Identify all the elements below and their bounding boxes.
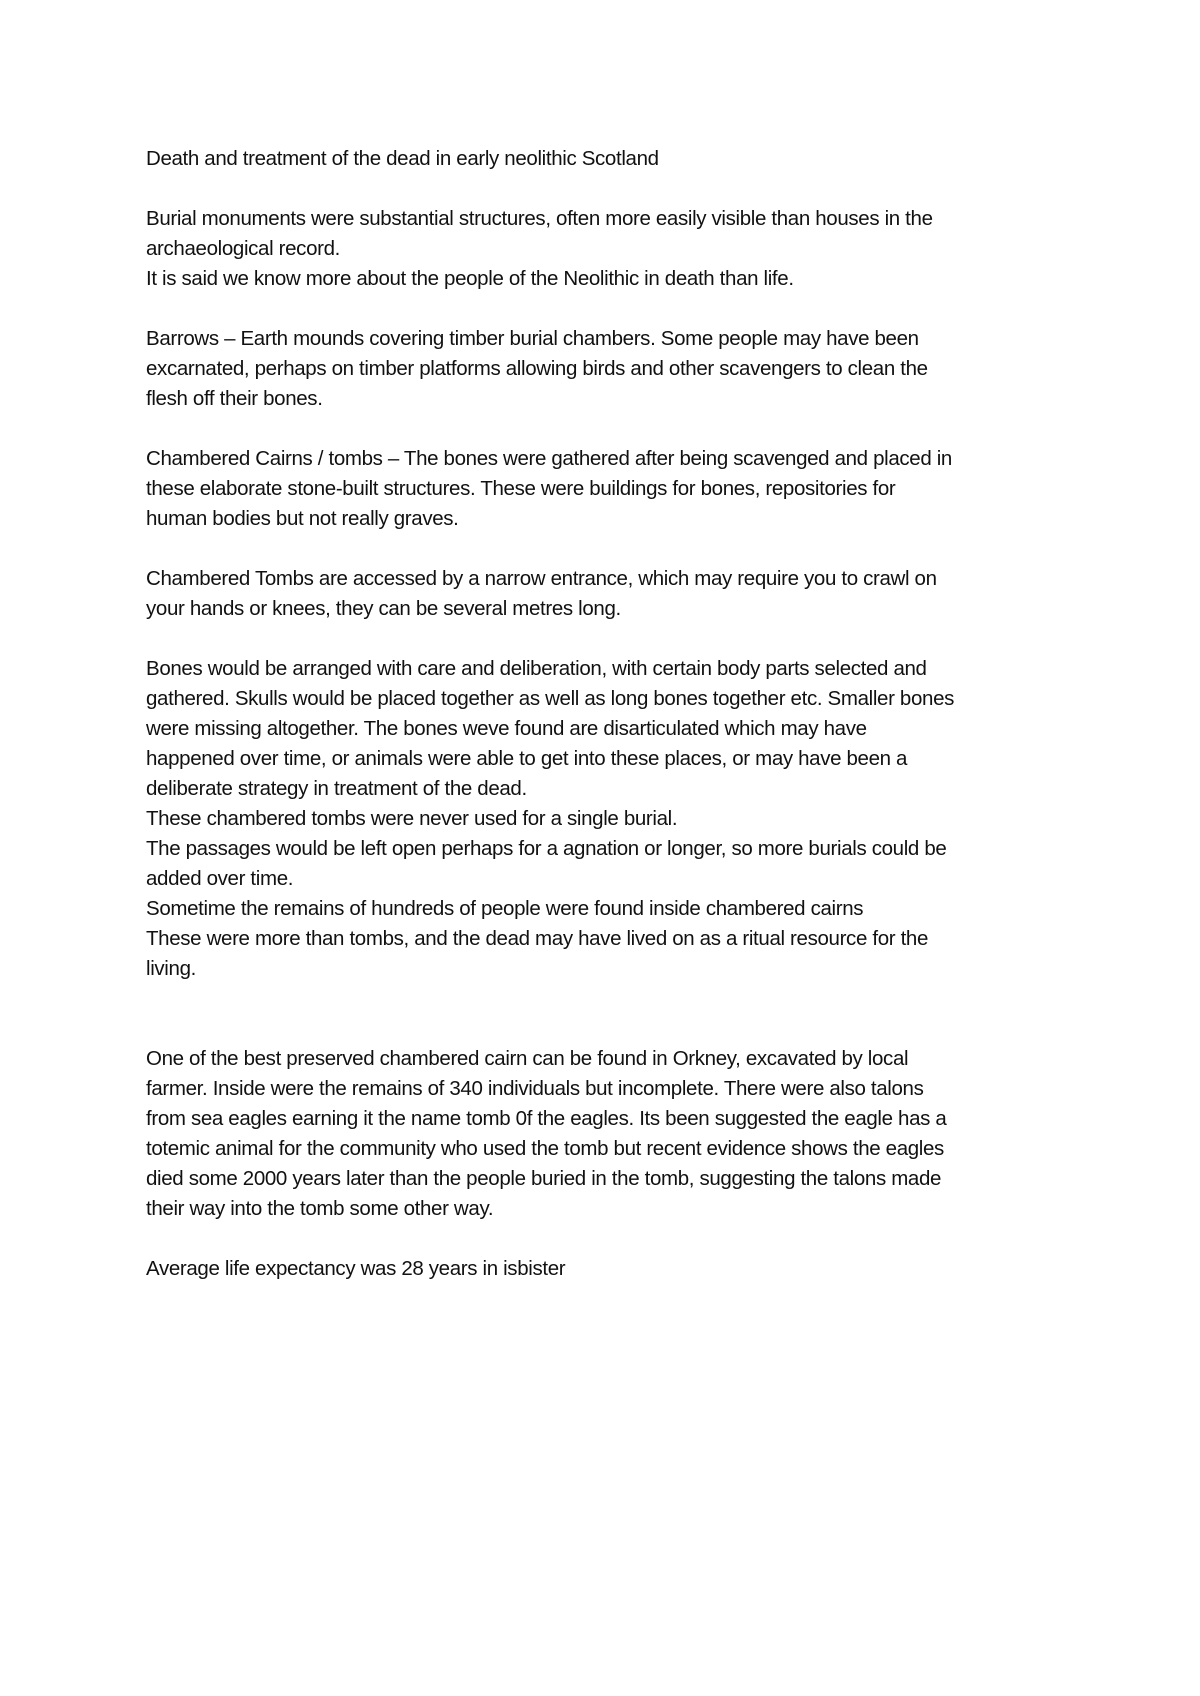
document-body bbox=[146, 144, 1086, 1314]
paragraph-orkney-cairn bbox=[146, 1044, 1086, 1224]
paragraph-line: living. bbox=[146, 957, 196, 980]
paragraph-line: Sometime the remains of hundreds of people were found inside chambered cairns bbox=[146, 897, 864, 920]
paragraph-line: added over time. bbox=[146, 867, 294, 890]
paragraph-line: Bones would be arranged with care and deliberation, with certain body parts selected and bbox=[146, 657, 927, 680]
paragraph-burial-monuments bbox=[146, 204, 1086, 294]
paragraph-line: flesh off their bones. bbox=[146, 387, 323, 410]
paragraph-line: gathered. Skulls would be placed together as well as long bones together etc. Smaller bones bbox=[146, 687, 955, 710]
paragraph-barrows bbox=[146, 324, 1086, 414]
paragraph-line: Average life expectancy was 28 years in isbister bbox=[146, 1257, 566, 1280]
paragraph-line: happened over time, or animals were able to get into these places, or may have been a bbox=[146, 747, 908, 770]
paragraph-line: their way into the tomb some other way. bbox=[146, 1197, 494, 1220]
paragraph-line: Chambered Tombs are accessed by a narrow entrance, which may require you to crawl on bbox=[146, 567, 937, 590]
paragraph-line: It is said we know more about the people of the Neolithic in death than life. bbox=[146, 267, 794, 290]
paragraph-chambered-cairns bbox=[146, 444, 1086, 534]
paragraph-line: archaeological record. bbox=[146, 237, 340, 260]
title-line: Death and treatment of the dead in early neolithic Scotland bbox=[146, 147, 659, 170]
paragraph-line: died some 2000 years later than the people buried in the tomb, suggesting the talons made bbox=[146, 1167, 942, 1190]
paragraph-line: deliberate strategy in treatment of the dead. bbox=[146, 777, 527, 800]
paragraph-line: totemic animal for the community who used the tomb but recent evidence shows the eagles bbox=[146, 1137, 944, 1160]
paragraph-line: One of the best preserved chambered cairn can be found in Orkney, excavated by local bbox=[146, 1047, 909, 1070]
paragraph-life-expectancy bbox=[146, 1254, 1086, 1284]
document-title bbox=[146, 144, 1086, 174]
paragraph-line: These chambered tombs were never used for a single burial. bbox=[146, 807, 678, 830]
paragraph-line: farmer. Inside were the remains of 340 individuals but incomplete. There were also talons bbox=[146, 1077, 924, 1100]
paragraph-line: Barrows – Earth mounds covering timber burial chambers. Some people may have been bbox=[146, 327, 919, 350]
paragraph-line: These were more than tombs, and the dead may have lived on as a ritual resource for the bbox=[146, 927, 929, 950]
paragraph-line: from sea eagles earning it the name tomb 0f the eagles. Its been suggested the eagle has a bbox=[146, 1107, 947, 1130]
paragraph-line: excarnated, perhaps on timber platforms allowing birds and other scavengers to clean the bbox=[146, 357, 928, 380]
paragraph-bone-arrangement bbox=[146, 654, 1086, 984]
paragraph-line: your hands or knees, they can be several metres long. bbox=[146, 597, 621, 620]
paragraph-line: were missing altogether. The bones weve found are disarticulated which may have bbox=[146, 717, 867, 740]
paragraph-line: Chambered Cairns / tombs – The bones were gathered after being scavenged and placed in bbox=[146, 447, 952, 470]
paragraph-line: human bodies but not really graves. bbox=[146, 507, 459, 530]
paragraph-chambered-tombs-entrance bbox=[146, 564, 1086, 624]
paragraph-line: The passages would be left open perhaps for a agnation or longer, so more burials could be bbox=[146, 837, 947, 860]
paragraph-line: Burial monuments were substantial structures, often more easily visible than houses in the bbox=[146, 207, 933, 230]
paragraph-line: these elaborate stone-built structures. These were buildings for bones, repositories for bbox=[146, 477, 896, 500]
